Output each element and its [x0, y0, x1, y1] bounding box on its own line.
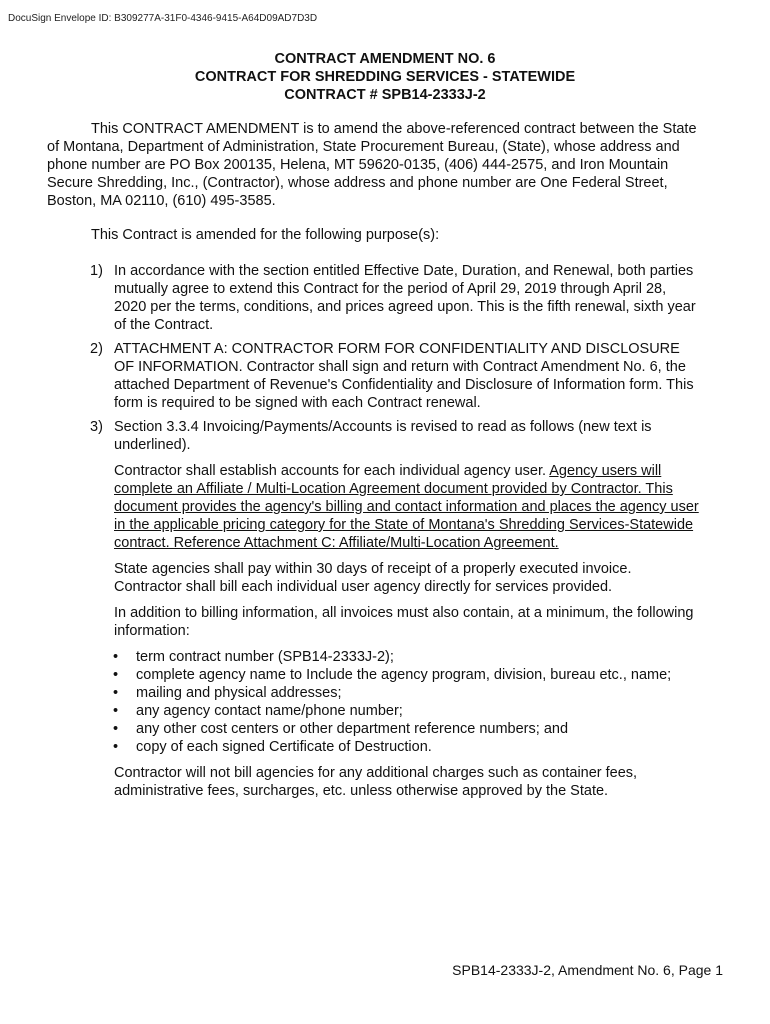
item-line: form is required to be signed with each Contract renewal.	[114, 395, 481, 411]
purpose-intro: This Contract is amended for the following purpose(s):	[91, 227, 440, 243]
bullet-marker: •	[113, 685, 119, 701]
intro-line: phone number are PO Box 200135, Helena, MT 59620-0135, (406) 444-2575, and Iron Mountain	[47, 157, 669, 173]
bullet-item: mailing and physical addresses;	[136, 685, 342, 701]
closing-line: administrative fees, surcharges, etc. unless otherwise approved by the State.	[114, 783, 609, 799]
accounts-line	[114, 462, 661, 480]
item-line: ATTACHMENT A: CONTRACTOR FORM FOR CONFIDENTIALITY AND DISCLOSURE	[114, 341, 680, 357]
heading-amendment: CONTRACT AMENDMENT NO. 6	[274, 51, 496, 67]
payment-line: Contractor shall bill each individual user agency directly for services provided.	[114, 579, 613, 595]
bullet-item: copy of each signed Certificate of Destruction.	[136, 739, 432, 755]
item-number: 1)	[90, 263, 103, 279]
billing-line: In addition to billing information, all invoices must also contain, at a minimum, the following	[114, 605, 694, 621]
underlined-new-text: document provides the agency's billing and contact information and places the agency user	[114, 499, 699, 515]
bullet-marker: •	[113, 703, 119, 719]
item-line: 2020 per the terms, conditions, and prices agreed upon. This is the fifth renewal, sixth year	[114, 299, 696, 315]
intro-line: Boston, MA 02110, (610) 495-3585.	[47, 193, 276, 209]
item-line: Section 3.3.4 Invoicing/Payments/Accounts is revised to read as follows (new text is	[114, 419, 652, 435]
heading-contract-number: CONTRACT # SPB14-2333J-2	[284, 87, 486, 103]
heading-contract-name: CONTRACT FOR SHREDDING SERVICES - STATEWIDE	[194, 69, 576, 85]
item-line: of the Contract.	[114, 317, 214, 333]
bullet-marker: •	[113, 739, 119, 755]
underlined-new-text: in the applicable pricing category for the State of Montana's Shredding Services-Statewide	[114, 517, 694, 533]
billing-line: information:	[114, 623, 190, 639]
item-line: underlined).	[114, 437, 191, 453]
underlined-new-text: complete an Affiliate / Multi-Location Agreement document provided by Contractor. This	[114, 481, 673, 497]
closing-line: Contractor will not bill agencies for any additional charges such as container fees,	[114, 765, 638, 781]
underlined-new-text: contract. Reference Attachment C: Affiliate/Multi-Location Agreement.	[114, 535, 559, 551]
page-footer: SPB14-2333J-2, Amendment No. 6, Page 1	[452, 962, 723, 978]
payment-line: State agencies shall pay within 30 days of receipt of a properly executed invoice.	[114, 561, 632, 577]
intro-line: This CONTRACT AMENDMENT is to amend the above-referenced contract between the State	[91, 121, 697, 137]
bullet-item: complete agency name to Include the agency program, division, bureau etc., name;	[136, 667, 672, 683]
item-line: OF INFORMATION. Contractor shall sign and return with Contract Amendment No. 6, the	[114, 359, 686, 375]
underlined-new-text: Agency users will	[549, 463, 662, 479]
bullet-item: any agency contact name/phone number;	[136, 703, 403, 719]
bullet-marker: •	[113, 667, 119, 683]
item-line: mutually agree to extend this Contract for the period of April 29, 2019 through April 28,	[114, 281, 667, 297]
intro-line: of Montana, Department of Administration, State Procurement Bureau, (State), whose address and	[47, 139, 680, 155]
docusign-envelope-id: DocuSign Envelope ID: B309277A-31F0-4346-9415-A64D09AD7D3D	[8, 13, 318, 24]
accounts-text: Contractor shall establish accounts for each individual agency user.	[114, 463, 547, 479]
bullet-marker: •	[113, 649, 119, 665]
bullet-marker: •	[113, 721, 119, 737]
item-line: attached Department of Revenue's Confidentiality and Disclosure of Information form. This	[114, 377, 694, 393]
bullet-item: any other cost centers or other department reference numbers; and	[136, 721, 569, 737]
bullet-item: term contract number (SPB14-2333J-2);	[136, 649, 394, 665]
item-number: 3)	[90, 419, 103, 435]
item-number: 2)	[90, 341, 103, 357]
intro-line: Secure Shredding, Inc., (Contractor), whose address and phone number are One Federal Street,	[47, 175, 668, 191]
item-line: In accordance with the section entitled Effective Date, Duration, and Renewal, both parties	[114, 263, 694, 279]
